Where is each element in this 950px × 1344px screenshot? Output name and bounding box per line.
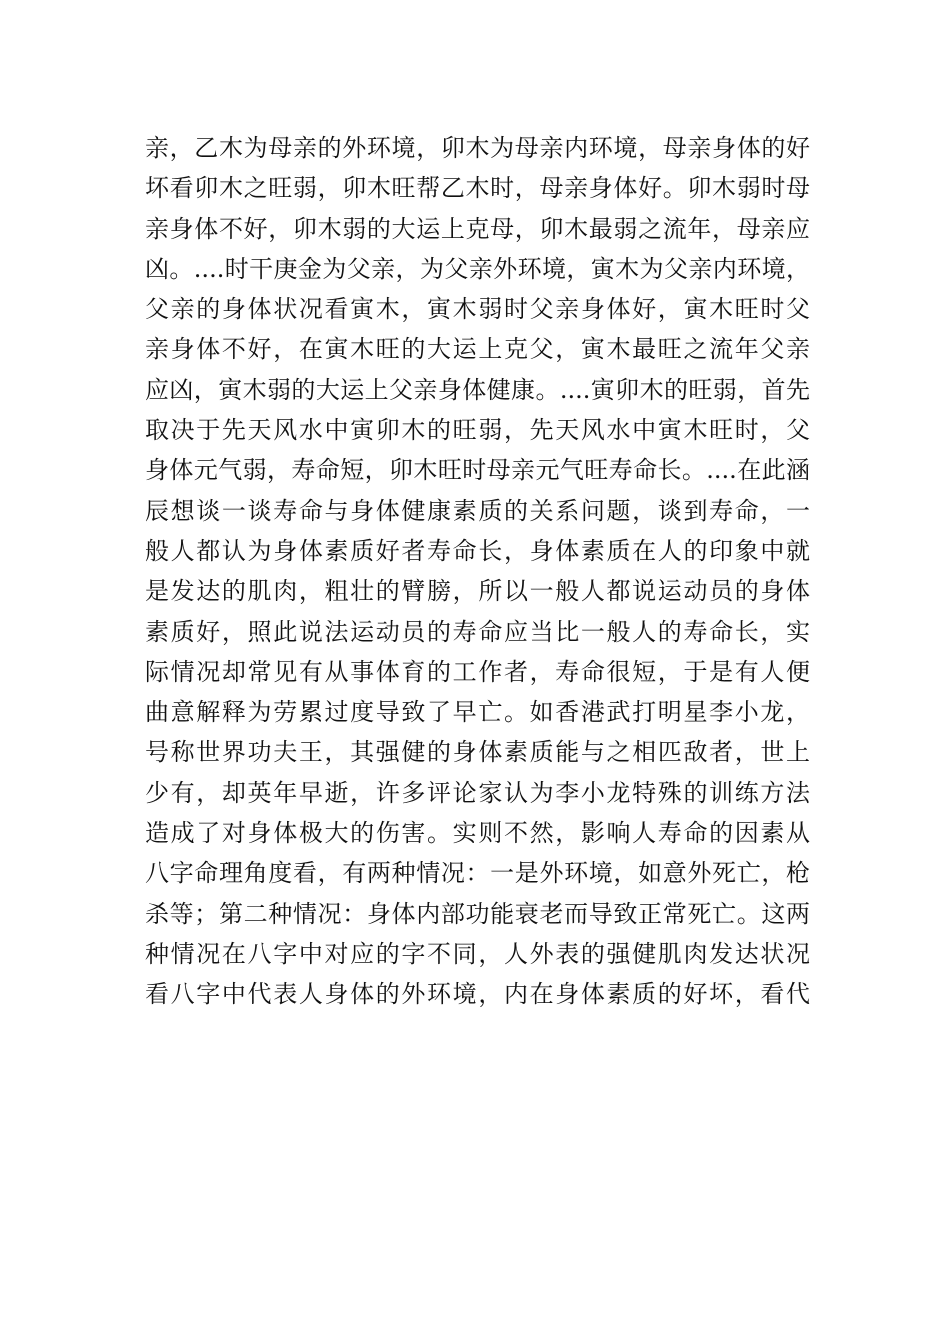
text-line: 坏看卯木之旺弱，卯木旺帮乙木时，母亲身体好。卯木弱时母 [145, 174, 810, 203]
text-line: 素质好，照此说法运动员的寿命应当比一般人的寿命长，实 [145, 617, 810, 646]
text-line: 应凶，寅木弱的大运上父亲身体健康。....寅卯木的旺弱，首先 [145, 375, 810, 404]
text-line: 号称世界功夫王，其强健的身体素质能与之相匹敌者，世上 [145, 738, 810, 767]
text-line: 凶。....时干庚金为父亲，为父亲外环境，寅木为父亲内环境， [145, 254, 810, 283]
text-line: 造成了对身体极大的伤害。实则不然，影响人寿命的因素从 [145, 819, 810, 848]
text-line: 曲意解释为劳累过度导致了早亡。如香港武打明星李小龙， [145, 698, 810, 727]
text-line: 亲，乙木为母亲的外环境，卯木为母亲内环境，母亲身体的好 [145, 134, 810, 162]
text-line: 杀等；第二种情况：身体内部功能衰老而导致正常死亡。这两 [145, 899, 810, 928]
text-line: 父亲的身体状况看寅木，寅木弱时父亲身体好，寅木旺时父 [145, 295, 810, 324]
text-line: 辰想谈一谈寿命与身体健康素质的关系问题，谈到寿命，一 [145, 496, 810, 525]
text-line: 亲身体不好，卯木弱的大运上克母，卯木最弱之流年，母亲应 [145, 214, 810, 243]
text-line: 般人都认为身体素质好者寿命长，身体素质在人的印象中就 [145, 536, 810, 565]
text-line: 身体元气弱，寿命短，卯木旺时母亲元气旺寿命长。....在此涵 [145, 456, 810, 485]
text-line: 少有，却英年早逝，许多评论家认为李小龙特殊的训练方法 [145, 778, 810, 807]
text-line: 八字命理角度看，有两种情况：一是外环境，如意外死亡，枪 [145, 859, 810, 888]
text-line: 看八字中代表人身体的外环境，内在身体素质的好坏，看代 [145, 980, 810, 1009]
text-line: 是发达的肌肉，粗壮的臂膀，所以一般人都说运动员的身体 [145, 577, 810, 606]
text-line: 亲身体不好，在寅木旺的大运上克父，寅木最旺之流年父亲 [145, 335, 810, 364]
text-line: 际情况却常见有从事体育的工作者，寿命很短，于是有人便 [145, 657, 810, 686]
body-text [145, 128, 810, 1015]
text-line: 取决于先天风水中寅卯木的旺弱，先天风水中寅木旺时，父 [145, 416, 810, 445]
text-line: 种情况在八字中对应的字不同，人外表的强健肌肉发达状况 [145, 939, 810, 968]
